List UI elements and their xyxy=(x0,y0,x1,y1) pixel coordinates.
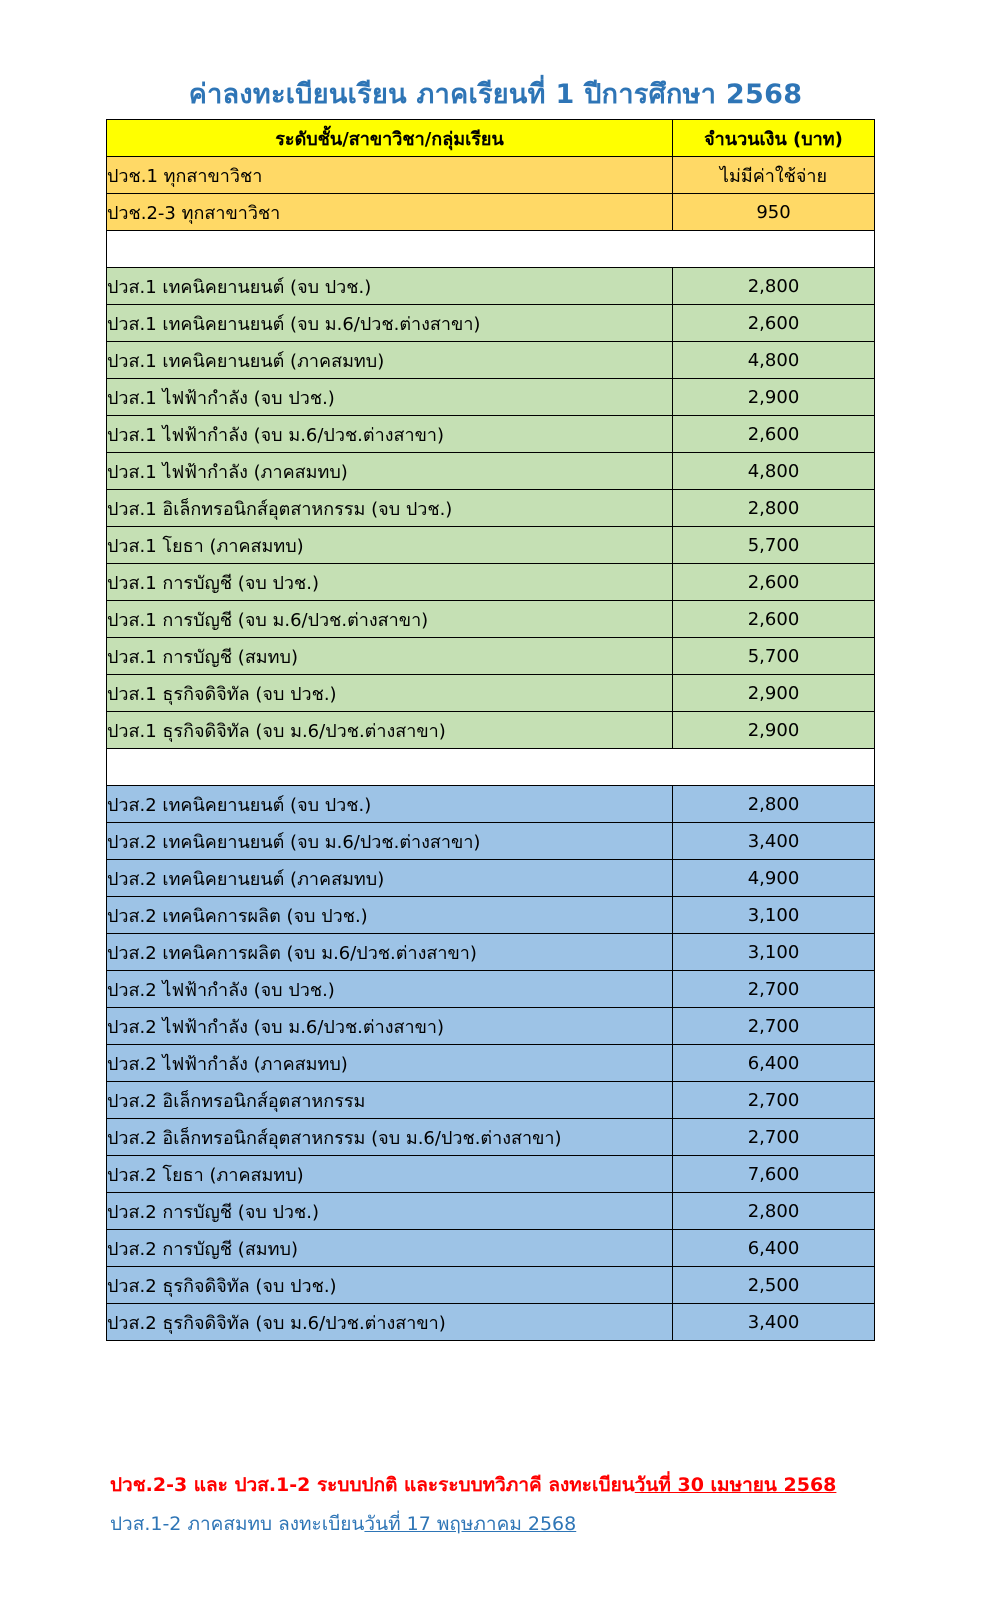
program-name-cell: ปวส.2 ไฟฟ้ากำลัง (จบ ปวช.) xyxy=(107,971,673,1008)
table-row xyxy=(107,527,875,564)
table-row xyxy=(107,268,875,305)
table-row xyxy=(107,675,875,712)
fee-amount-cell: 2,800 xyxy=(673,268,875,305)
program-name-cell: ปวส.1 เทคนิคยานยนต์ (ภาคสมทบ) xyxy=(107,342,673,379)
program-name-cell: ปวส.1 ไฟฟ้ากำลัง (จบ ปวช.) xyxy=(107,379,673,416)
fee-amount-cell: 2,600 xyxy=(673,601,875,638)
table-row xyxy=(107,1193,875,1230)
table-row xyxy=(107,1119,875,1156)
fee-amount-cell: 3,100 xyxy=(673,897,875,934)
fee-amount-cell: 2,500 xyxy=(673,1267,875,1304)
table-row xyxy=(107,1267,875,1304)
program-name-cell: ปวช.1 ทุกสาขาวิชา xyxy=(107,157,673,194)
table-row xyxy=(107,379,875,416)
note-evening-date: วันที่ 17 พฤษภาคม 2568 xyxy=(364,1513,577,1535)
spacer-cell xyxy=(107,231,875,268)
table-row xyxy=(107,1156,875,1193)
fee-amount-cell: 4,800 xyxy=(673,453,875,490)
registration-note-regular xyxy=(110,1470,836,1500)
table-row xyxy=(107,194,875,231)
program-name-cell: ปวส.2 เทคนิคยานยนต์ (ภาคสมทบ) xyxy=(107,860,673,897)
fee-amount-cell: 3,400 xyxy=(673,1304,875,1341)
program-name-cell: ปวส.1 เทคนิคยานยนต์ (จบ ม.6/ปวช.ต่างสาขา) xyxy=(107,305,673,342)
program-name-cell: ปวส.2 ธุรกิจดิจิทัล (จบ ปวช.) xyxy=(107,1267,673,1304)
program-name-cell: ปวส.2 โยธา (ภาคสมทบ) xyxy=(107,1156,673,1193)
program-name-cell: ปวส.1 ธุรกิจดิจิทัล (จบ ม.6/ปวช.ต่างสาขา) xyxy=(107,712,673,749)
program-name-cell: ปวส.2 เทคนิคการผลิต (จบ ม.6/ปวช.ต่างสาขา) xyxy=(107,934,673,971)
program-name-cell: ปวส.2 อิเล็กทรอนิกส์อุตสาหกรรม xyxy=(107,1082,673,1119)
program-name-cell: ปวส.2 เทคนิคการผลิต (จบ ปวช.) xyxy=(107,897,673,934)
fee-amount-cell: 5,700 xyxy=(673,638,875,675)
fee-amount-cell: 5,700 xyxy=(673,527,875,564)
table-row xyxy=(107,305,875,342)
program-name-cell: ปวส.2 ไฟฟ้ากำลัง (ภาคสมทบ) xyxy=(107,1045,673,1082)
fee-amount-cell: 2,600 xyxy=(673,564,875,601)
program-name-cell: ปวส.2 อิเล็กทรอนิกส์อุตสาหกรรม (จบ ม.6/ปวช.ต่างสาขา) xyxy=(107,1119,673,1156)
table-row xyxy=(107,971,875,1008)
fee-amount-cell: 2,800 xyxy=(673,490,875,527)
fee-amount-cell: ไม่มีค่าใช้จ่าย xyxy=(673,157,875,194)
fee-amount-cell: 2,600 xyxy=(673,305,875,342)
fee-amount-cell: 4,900 xyxy=(673,860,875,897)
table-row xyxy=(107,712,875,749)
registration-note-evening xyxy=(110,1509,576,1539)
table-row xyxy=(107,453,875,490)
fee-amount-cell: 2,900 xyxy=(673,712,875,749)
program-name-cell: ปวส.2 เทคนิคยานยนต์ (จบ ปวช.) xyxy=(107,786,673,823)
fee-amount-cell: 2,700 xyxy=(673,971,875,1008)
fee-amount-cell: 2,700 xyxy=(673,1082,875,1119)
fee-amount-cell: 2,700 xyxy=(673,1119,875,1156)
program-name-cell: ปวส.2 การบัญชี (จบ ปวช.) xyxy=(107,1193,673,1230)
program-name-cell: ปวส.2 เทคนิคยานยนต์ (จบ ม.6/ปวช.ต่างสาขา) xyxy=(107,823,673,860)
fee-amount-cell: 2,600 xyxy=(673,416,875,453)
table-row xyxy=(107,564,875,601)
fee-amount-cell: 2,900 xyxy=(673,675,875,712)
program-name-cell: ปวส.2 ธุรกิจดิจิทัล (จบ ม.6/ปวช.ต่างสาขา) xyxy=(107,1304,673,1341)
page-title: ค่าลงทะเบียนเรียน ภาคเรียนที่ 1 ปีการศึกษา 2568 xyxy=(188,79,803,110)
program-name-cell: ปวส.1 โยธา (ภาคสมทบ) xyxy=(107,527,673,564)
table-row xyxy=(107,823,875,860)
fee-amount-cell: 6,400 xyxy=(673,1045,875,1082)
fee-amount-cell: 2,800 xyxy=(673,786,875,823)
fee-amount-cell: 2,700 xyxy=(673,1008,875,1045)
spacer-cell xyxy=(107,749,875,786)
program-name-cell: ปวส.1 ไฟฟ้ากำลัง (ภาคสมทบ) xyxy=(107,453,673,490)
table-row xyxy=(107,490,875,527)
fee-amount-cell: 7,600 xyxy=(673,1156,875,1193)
table-row xyxy=(107,1082,875,1119)
table-row xyxy=(107,638,875,675)
column-header-amount: จำนวนเงิน (บาท) xyxy=(673,120,875,157)
spacer-row xyxy=(107,749,875,786)
note-evening-text: ปวส.1-2 ภาคสมทบ ลงทะเบียน xyxy=(110,1513,365,1535)
fee-amount-cell: 3,100 xyxy=(673,934,875,971)
table-row xyxy=(107,342,875,379)
program-name-cell: ปวส.1 อิเล็กทรอนิกส์อุตสาหกรรม (จบ ปวช.) xyxy=(107,490,673,527)
table-row xyxy=(107,1008,875,1045)
column-header-level: ระดับชั้น/สาขาวิชา/กลุ่มเรียน xyxy=(107,120,673,157)
table-row xyxy=(107,934,875,971)
table-header-row xyxy=(107,120,875,157)
table-row xyxy=(107,1304,875,1341)
program-name-cell: ปวส.1 ธุรกิจดิจิทัล (จบ ปวช.) xyxy=(107,675,673,712)
note-regular-date: วันที่ 30 เมษายน 2568 xyxy=(634,1474,837,1496)
table-row xyxy=(107,416,875,453)
program-name-cell: ปวส.1 การบัญชี (จบ ปวช.) xyxy=(107,564,673,601)
fee-amount-cell: 950 xyxy=(673,194,875,231)
fee-amount-cell: 2,800 xyxy=(673,1193,875,1230)
table-row xyxy=(107,897,875,934)
program-name-cell: ปวช.2-3 ทุกสาขาวิชา xyxy=(107,194,673,231)
program-name-cell: ปวส.1 ไฟฟ้ากำลัง (จบ ม.6/ปวช.ต่างสาขา) xyxy=(107,416,673,453)
program-name-cell: ปวส.2 การบัญชี (สมทบ) xyxy=(107,1230,673,1267)
program-name-cell: ปวส.1 การบัญชี (จบ ม.6/ปวช.ต่างสาขา) xyxy=(107,601,673,638)
spacer-row xyxy=(107,231,875,268)
fee-amount-cell: 4,800 xyxy=(673,342,875,379)
table-row xyxy=(107,1045,875,1082)
program-name-cell: ปวส.2 ไฟฟ้ากำลัง (จบ ม.6/ปวช.ต่างสาขา) xyxy=(107,1008,673,1045)
fee-amount-cell: 3,400 xyxy=(673,823,875,860)
fee-table-body xyxy=(107,157,875,1341)
program-name-cell: ปวส.1 การบัญชี (สมทบ) xyxy=(107,638,673,675)
fee-amount-cell: 2,900 xyxy=(673,379,875,416)
table-row xyxy=(107,157,875,194)
table-row xyxy=(107,786,875,823)
note-regular-text: ปวช.2-3 และ ปวส.1-2 ระบบปกติ และระบบทวิภาคี ลงทะเบียน xyxy=(110,1474,635,1496)
table-row xyxy=(107,1230,875,1267)
table-row xyxy=(107,860,875,897)
table-row xyxy=(107,601,875,638)
program-name-cell: ปวส.1 เทคนิคยานยนต์ (จบ ปวช.) xyxy=(107,268,673,305)
fee-amount-cell: 6,400 xyxy=(673,1230,875,1267)
fee-table xyxy=(106,119,875,1341)
